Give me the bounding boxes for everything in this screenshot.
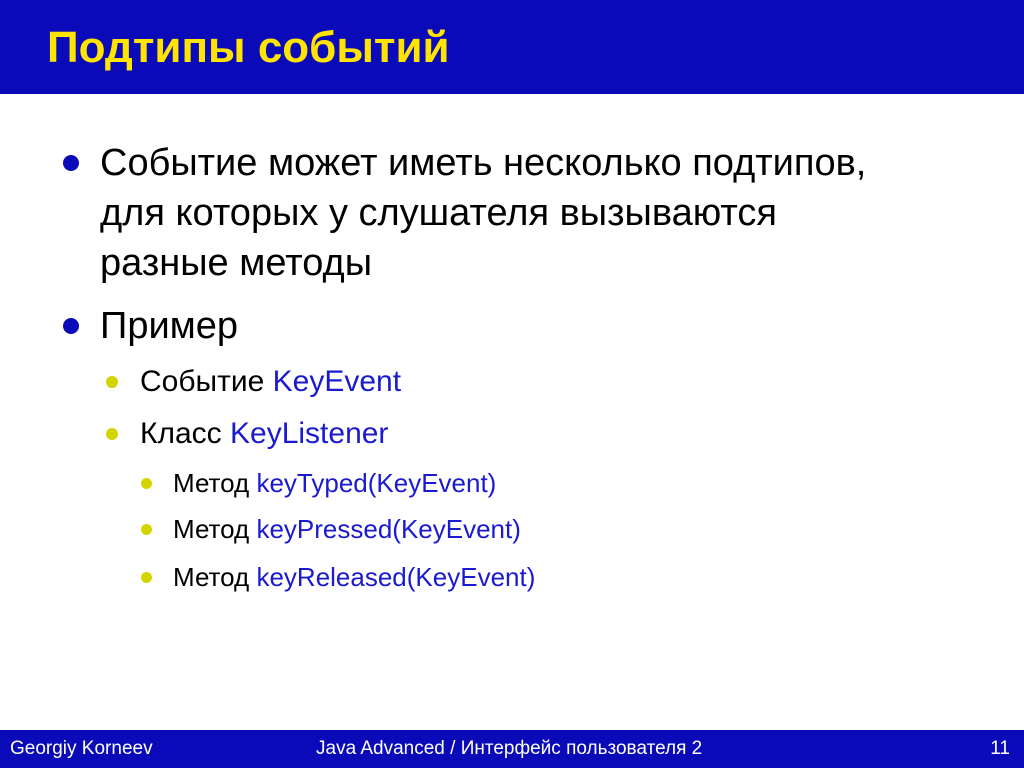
sub-bullet-label: Класс	[140, 417, 230, 450]
bullet-dot-icon	[63, 155, 79, 171]
footer-bar	[0, 730, 1024, 768]
sub-bullet-event	[140, 364, 401, 400]
method-label: Метод	[173, 468, 257, 498]
method-label: Метод	[173, 514, 257, 544]
footer-page-number: 11	[990, 738, 1010, 759]
slide-title: Подтипы событий	[47, 23, 450, 72]
bullet-text-line: Событие может иметь несколько подтипов,	[100, 142, 867, 184]
method-keyreleased	[173, 561, 535, 593]
method-label: Метод	[173, 562, 257, 592]
method-keypressed	[173, 513, 521, 545]
sub-bullet-dot-icon	[106, 428, 118, 440]
bullet-text-line: разные методы	[100, 242, 373, 284]
footer-course-title: Java Advanced / Интерфейс пользователя 2	[316, 738, 703, 759]
bullet-text-line: для которых у слушателя вызываются	[100, 192, 777, 234]
sub-sub-bullet-dot-icon	[141, 524, 152, 535]
code-keyevent: KeyEvent	[272, 365, 402, 398]
bullet-dot-icon	[63, 318, 79, 334]
footer-author: Georgiy Korneev	[10, 738, 153, 759]
sub-bullet-dot-icon	[106, 376, 118, 388]
code-keytyped: keyTyped(KeyEvent)	[256, 468, 497, 498]
bullet-text-example: Пример	[100, 305, 239, 347]
code-keypressed: keyPressed(KeyEvent)	[256, 514, 521, 544]
sub-sub-bullet-dot-icon	[141, 478, 152, 489]
sub-bullet-listener	[140, 416, 388, 452]
method-keytyped	[173, 467, 496, 499]
sub-sub-bullet-dot-icon	[141, 572, 152, 583]
sub-bullet-label: Событие	[140, 365, 273, 398]
code-keylistener: KeyListener	[230, 417, 389, 450]
code-keyreleased: keyReleased(KeyEvent)	[256, 562, 536, 592]
